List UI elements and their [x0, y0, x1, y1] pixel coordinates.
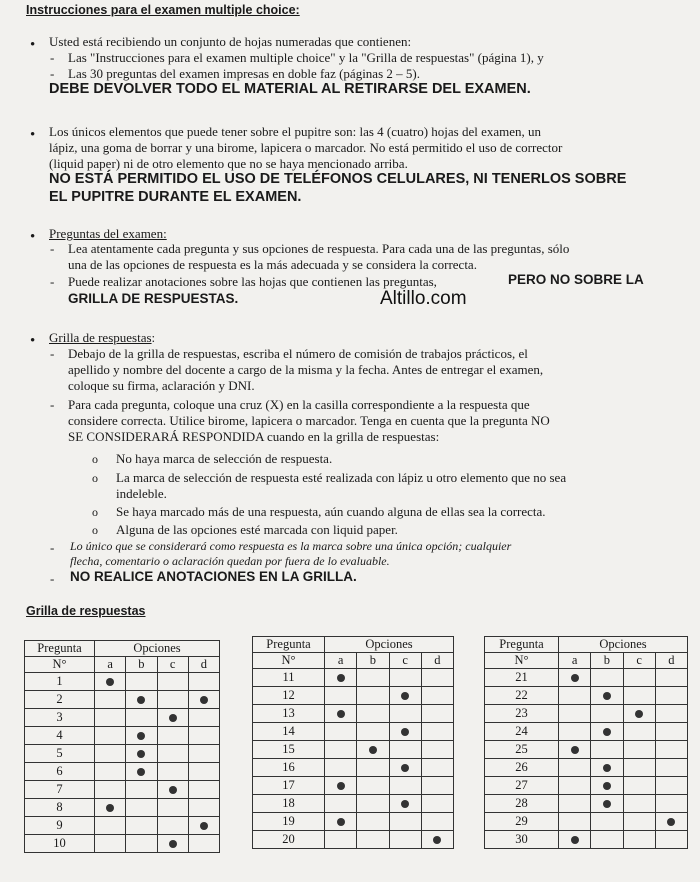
- header-opciones: Opciones: [559, 637, 688, 653]
- option-cell-d[interactable]: [421, 759, 453, 777]
- option-cell-c[interactable]: [389, 777, 421, 795]
- s3-item-2-l1: Puede realizar anotaciones sobre las hojas que contienen las preguntas,: [68, 274, 437, 289]
- option-cell-b[interactable]: [357, 705, 389, 723]
- option-cell-d[interactable]: [655, 795, 687, 813]
- option-cell-d[interactable]: [188, 673, 219, 691]
- option-cell-d[interactable]: [655, 669, 687, 687]
- question-number: 1: [25, 673, 95, 691]
- grid-row: [485, 777, 688, 795]
- s4-item-1-l1: Debajo de la grilla de respuestas, escriba el número de comisión de trabajos prácticos, el: [68, 346, 528, 361]
- option-cell-c[interactable]: [389, 669, 421, 687]
- header-opciones: Opciones: [325, 637, 454, 653]
- option-cell-b[interactable]: [591, 669, 623, 687]
- question-number: 4: [25, 727, 95, 745]
- header-option-c: c: [389, 653, 421, 669]
- option-cell-b[interactable]: [357, 777, 389, 795]
- header-option-a: a: [95, 657, 126, 673]
- option-cell-c[interactable]: [157, 745, 188, 763]
- option-cell-c[interactable]: [623, 759, 655, 777]
- question-number: 30: [485, 831, 559, 849]
- option-cell-c[interactable]: [157, 691, 188, 709]
- option-cell-d[interactable]: [421, 723, 453, 741]
- question-number: 22: [485, 687, 559, 705]
- pen-mark-icon: [603, 728, 611, 736]
- pen-mark-icon: [603, 782, 611, 790]
- option-cell-c[interactable]: [623, 687, 655, 705]
- option-cell-a[interactable]: [95, 691, 126, 709]
- grid-row: [253, 795, 454, 813]
- option-cell-a[interactable]: [559, 687, 591, 705]
- option-cell-d[interactable]: [188, 835, 219, 853]
- option-cell-c[interactable]: [157, 799, 188, 817]
- s3-item-1-l1: Lea atentamente cada pregunta y sus opciones de respuesta. Para cada una de las preguntas, sólo: [68, 241, 570, 256]
- grid-row: [485, 795, 688, 813]
- option-cell-b[interactable]: [591, 705, 623, 723]
- question-number: 17: [253, 777, 325, 795]
- s4-heading: Grilla de respuestas: [49, 330, 152, 345]
- option-cell-b[interactable]: [357, 741, 389, 759]
- grid-row: [253, 741, 454, 759]
- option-cell-c[interactable]: [623, 741, 655, 759]
- s4-sub-3: Se haya marcado más de una respuesta, aún cuando alguna de ellas sea la correcta.: [116, 504, 546, 519]
- option-cell-a[interactable]: [325, 777, 357, 795]
- question-number: 20: [253, 831, 325, 849]
- s4-item-2-l1: Para cada pregunta, coloque una cruz (X) en la casilla correspondiente a la respuesta que: [68, 397, 530, 412]
- option-cell-d[interactable]: [188, 691, 219, 709]
- pen-mark-icon: [603, 764, 611, 772]
- header-opciones: Opciones: [95, 641, 220, 657]
- option-cell-a[interactable]: [325, 669, 357, 687]
- option-cell-d[interactable]: [421, 831, 453, 849]
- option-cell-a[interactable]: [95, 763, 126, 781]
- option-cell-c[interactable]: [157, 781, 188, 799]
- pen-mark-icon: [401, 800, 409, 808]
- answer-grid-title: Grilla de respuestas: [26, 604, 146, 618]
- option-cell-a[interactable]: [95, 673, 126, 691]
- option-cell-a[interactable]: [559, 741, 591, 759]
- grid-row: [253, 723, 454, 741]
- question-number: 24: [485, 723, 559, 741]
- pen-mark-icon: [137, 768, 145, 776]
- pen-mark-icon: [401, 764, 409, 772]
- option-cell-d[interactable]: [655, 777, 687, 795]
- option-cell-d[interactable]: [421, 741, 453, 759]
- s2-warning-2: EL PUPITRE DURANTE EL EXAMEN.: [49, 189, 302, 205]
- s4-sub-4: Alguna de las opciones esté marcada con liquid paper.: [116, 522, 398, 537]
- grid-row: [485, 687, 688, 705]
- header-num: N°: [253, 653, 325, 669]
- pen-mark-icon: [137, 732, 145, 740]
- option-cell-b[interactable]: [126, 673, 157, 691]
- grid-row: [253, 705, 454, 723]
- bullet: •: [30, 37, 36, 53]
- option-cell-d[interactable]: [655, 759, 687, 777]
- option-cell-c[interactable]: [623, 777, 655, 795]
- grid-row: [25, 691, 220, 709]
- header-option-c: c: [623, 653, 655, 669]
- option-cell-d[interactable]: [188, 781, 219, 799]
- grid-row: [25, 727, 220, 745]
- pen-mark-icon: [603, 692, 611, 700]
- option-cell-a[interactable]: [559, 723, 591, 741]
- grid-row: [25, 763, 220, 781]
- option-cell-b[interactable]: [126, 727, 157, 745]
- header-pregunta: Pregunta: [253, 637, 325, 653]
- grid-row: [253, 831, 454, 849]
- question-number: 10: [25, 835, 95, 853]
- option-cell-a[interactable]: [559, 813, 591, 831]
- header-option-b: b: [591, 653, 623, 669]
- option-cell-d[interactable]: [421, 813, 453, 831]
- option-cell-c[interactable]: [389, 831, 421, 849]
- header-num: N°: [25, 657, 95, 673]
- option-cell-d[interactable]: [655, 741, 687, 759]
- option-cell-a[interactable]: [95, 817, 126, 835]
- grid-row: [25, 835, 220, 853]
- s1-item-2: Las 30 preguntas del examen impresas en doble faz (páginas 2 – 5).: [68, 66, 420, 81]
- option-cell-a[interactable]: [325, 813, 357, 831]
- option-cell-b[interactable]: [357, 831, 389, 849]
- pen-mark-icon: [337, 710, 345, 718]
- option-cell-d[interactable]: [655, 705, 687, 723]
- option-cell-b[interactable]: [126, 781, 157, 799]
- question-number: 8: [25, 799, 95, 817]
- s4-sub-2b: indeleble.: [116, 486, 167, 501]
- header-option-c: c: [157, 657, 188, 673]
- pen-mark-icon: [401, 692, 409, 700]
- question-number: 12: [253, 687, 325, 705]
- pen-mark-icon: [571, 836, 579, 844]
- grid-row: [253, 813, 454, 831]
- option-cell-d[interactable]: [188, 799, 219, 817]
- option-cell-a[interactable]: [95, 781, 126, 799]
- option-cell-b[interactable]: [357, 813, 389, 831]
- s4-sub-1: No haya marca de selección de respuesta.: [116, 451, 333, 466]
- question-number: 16: [253, 759, 325, 777]
- option-cell-a[interactable]: [95, 727, 126, 745]
- pen-mark-icon: [169, 714, 177, 722]
- s2-line-2: lápiz, una goma de borrar y una birome, lapicera o marcador. No está permitido el uso de corrector: [49, 140, 563, 155]
- header-pregunta: Pregunta: [25, 641, 95, 657]
- pen-mark-icon: [106, 804, 114, 812]
- s1-warning: DEBE DEVOLVER TODO EL MATERIAL AL RETIRARSE DEL EXAMEN.: [49, 81, 531, 97]
- option-cell-b[interactable]: [591, 795, 623, 813]
- s4-sub-2: La marca de selección de respuesta esté realizada con lápiz u otro elemento que no sea: [116, 470, 567, 485]
- s1-intro: Usted está recibiendo un conjunto de hojas numeradas que contienen:: [49, 34, 412, 49]
- option-cell-a[interactable]: [325, 723, 357, 741]
- grid-row: [25, 799, 220, 817]
- option-cell-a[interactable]: [325, 705, 357, 723]
- s4-item-2-l3: SE CONSIDERARÁ RESPONDIDA cuando en la grilla de respuestas:: [68, 429, 440, 444]
- option-cell-b[interactable]: [126, 817, 157, 835]
- grid-row: [485, 705, 688, 723]
- option-cell-b[interactable]: [591, 741, 623, 759]
- pen-mark-icon: [603, 800, 611, 808]
- pen-mark-icon: [337, 818, 345, 826]
- option-cell-b[interactable]: [591, 831, 623, 849]
- option-cell-a[interactable]: [325, 831, 357, 849]
- header-pregunta: Pregunta: [485, 637, 559, 653]
- question-number: 21: [485, 669, 559, 687]
- s3-item-1-l2: una de las opciones de respuesta es la más adecuada y se considera la correcta.: [68, 257, 477, 272]
- pen-mark-icon: [667, 818, 675, 826]
- option-cell-c[interactable]: [389, 813, 421, 831]
- question-number: 11: [253, 669, 325, 687]
- question-number: 18: [253, 795, 325, 813]
- s1-item-1: Las "Instrucciones para el examen multiple choice" y la "Grilla de respuestas" (página 1), y: [68, 50, 544, 65]
- bullet: •: [30, 333, 36, 349]
- question-number: 23: [485, 705, 559, 723]
- option-cell-c[interactable]: [157, 817, 188, 835]
- option-cell-a[interactable]: [95, 835, 126, 853]
- option-cell-b[interactable]: [126, 763, 157, 781]
- s4-warning: NO REALICE ANOTACIONES EN LA GRILLA.: [70, 569, 357, 584]
- option-cell-b[interactable]: [357, 759, 389, 777]
- option-cell-a[interactable]: [559, 669, 591, 687]
- question-number: 27: [485, 777, 559, 795]
- question-number: 5: [25, 745, 95, 763]
- option-cell-c[interactable]: [389, 795, 421, 813]
- option-cell-d[interactable]: [655, 687, 687, 705]
- option-cell-b[interactable]: [591, 777, 623, 795]
- option-cell-d[interactable]: [188, 763, 219, 781]
- option-cell-d[interactable]: [421, 705, 453, 723]
- pen-mark-icon: [169, 840, 177, 848]
- header-option-d: d: [421, 653, 453, 669]
- s2-line-1: Los únicos elementos que puede tener sobre el pupitre son: las 4 (cuatro) hojas del examen, un: [49, 124, 542, 139]
- option-cell-c[interactable]: [157, 835, 188, 853]
- option-cell-c[interactable]: [389, 687, 421, 705]
- option-cell-b[interactable]: [591, 813, 623, 831]
- option-cell-c[interactable]: [623, 723, 655, 741]
- option-cell-a[interactable]: [325, 687, 357, 705]
- answer-grid-3: [484, 636, 688, 849]
- option-cell-b[interactable]: [126, 745, 157, 763]
- s4-heading-colon: :: [151, 330, 156, 345]
- answer-grid-2: [252, 636, 454, 849]
- question-number: 19: [253, 813, 325, 831]
- option-cell-c[interactable]: [623, 669, 655, 687]
- option-cell-c[interactable]: [389, 723, 421, 741]
- bullet: •: [30, 229, 36, 245]
- pen-mark-icon: [571, 674, 579, 682]
- question-number: 9: [25, 817, 95, 835]
- grid-row: [25, 709, 220, 727]
- header-option-d: d: [188, 657, 219, 673]
- s4-item-2-l2: considere correcta. Utilice birome, lapicera o marcador. Tenga en cuenta que la pregunta NO: [68, 413, 550, 428]
- grid-row: [485, 759, 688, 777]
- header-option-a: a: [325, 653, 357, 669]
- option-cell-d[interactable]: [655, 831, 687, 849]
- pen-mark-icon: [200, 696, 208, 704]
- option-cell-a[interactable]: [559, 705, 591, 723]
- header-option-b: b: [126, 657, 157, 673]
- option-cell-a[interactable]: [559, 759, 591, 777]
- s4-heading-wrap: [49, 330, 155, 345]
- question-number: 25: [485, 741, 559, 759]
- pen-mark-icon: [169, 786, 177, 794]
- option-cell-b[interactable]: [591, 759, 623, 777]
- option-cell-d[interactable]: [655, 723, 687, 741]
- grid-row: [253, 669, 454, 687]
- pen-mark-icon: [571, 746, 579, 754]
- grid-row: [25, 781, 220, 799]
- pen-mark-icon: [401, 728, 409, 736]
- header-option-b: b: [357, 653, 389, 669]
- option-cell-c[interactable]: [389, 759, 421, 777]
- question-number: 3: [25, 709, 95, 727]
- pen-mark-icon: [137, 750, 145, 758]
- option-cell-c[interactable]: [623, 705, 655, 723]
- watermark-text: Altillo.com: [380, 288, 467, 309]
- option-cell-c[interactable]: [157, 709, 188, 727]
- grid-row: [25, 745, 220, 763]
- option-cell-b[interactable]: [357, 723, 389, 741]
- option-cell-b[interactable]: [357, 669, 389, 687]
- option-cell-c[interactable]: [623, 813, 655, 831]
- option-cell-c[interactable]: [389, 705, 421, 723]
- option-cell-b[interactable]: [357, 687, 389, 705]
- pen-mark-icon: [635, 710, 643, 718]
- option-cell-a[interactable]: [325, 795, 357, 813]
- option-cell-b[interactable]: [126, 691, 157, 709]
- option-cell-a[interactable]: [559, 777, 591, 795]
- answer-grid-1: [24, 640, 220, 853]
- pen-mark-icon: [433, 836, 441, 844]
- document-page: Instrucciones para el examen multiple choice: • Usted está recibiendo un conjunto de hojas numeradas que contienen: - Las "Instrucciones para el examen multiple choice" y la "Grilla de respuestas" (página 1), y - Las 30 preguntas del examen impresas en doble faz (páginas 2 – 5). DEBE DEVOLVER TODO EL MATERIAL AL RETIRARSE DEL EXAMEN. • Los únicos elementos que puede tener sobre el pupitre son: las 4 (cuatro) hojas del examen, un lápiz, una goma de borrar y una birome, lapicera o marcador. No está permitido el uso de corrector (liquid paper) ni de otro elemento que no se haya mencionado arriba. NO ESTÁ PERMITIDO EL USO DE TELÉFONOS CELULARES, NI TENERLOS SOBRE EL PUPITRE DURANTE EL EXAMEN. • Preguntas del examen: - Lea atentamente cada pregunta y sus opciones de respuesta. Para cada una de las preguntas, sólo una de las opciones de respuesta es la más adecuada y se considera la correcta. - Puede realizar anotaciones sobre las hojas que contienen las preguntas, PERO NO SOBRE LA GRILLA DE RESPUESTAS. Altillo.com • Grilla de respuestas: - Debajo de la grilla de respuestas, escriba el número de comisión de trabajos prácticos, el apellido y nombre del docente a cargo de la misma y la fecha. Antes de entregar el examen, coloque su firma, aclaración y DNI. - Para cada pregunta, coloque una cruz (X) en la casilla correspondiente a la respuesta que considere correcta. Utilice birome, lapicera o marcador. Tenga en cuenta que la pregunta NO SE CONSIDERARÁ RESPONDIDA cuando en la grilla de respuestas: o No haya marca de selección de respuesta. o La marca de selección de respuesta esté realizada con lápiz u otro elemento que no sea indeleble. o Se haya marcado más de una respuesta, aún cuando alguna de ellas sea la correcta. o Alguna de las opciones esté marcada con liquid paper. - Lo único que se considerará como respuesta es la marca sobre una única opción; cualquier flecha, comentario o aclaración quedan por fuera de lo evaluable. - NO REALICE ANOTACIONES EN LA GRILLA. Grilla de respuestas Pregunta Opciones N° a b c d 1 2 3 4 5 6 7 8 9 10 Pregunta Opciones N° a b c d 11 12 13 14 15 16 17 18 19 20 Pregunta Opciones N° a b c d 21 22 23 24 25 26 27 28 29 30: [0, 0, 700, 882]
- s2-line-3: (liquid paper) ni de otro elemento que no se haya mencionado arriba.: [49, 156, 408, 171]
- pen-mark-icon: [337, 782, 345, 790]
- option-cell-b[interactable]: [591, 723, 623, 741]
- grid-row: [485, 669, 688, 687]
- pen-mark-icon: [137, 696, 145, 704]
- option-cell-c[interactable]: [157, 673, 188, 691]
- header-option-d: d: [655, 653, 687, 669]
- option-cell-d[interactable]: [421, 795, 453, 813]
- option-cell-a[interactable]: [325, 759, 357, 777]
- bullet: •: [30, 127, 36, 143]
- option-cell-c[interactable]: [623, 795, 655, 813]
- question-number: 2: [25, 691, 95, 709]
- option-cell-d[interactable]: [188, 817, 219, 835]
- question-number: 6: [25, 763, 95, 781]
- s3-item-2-bold-1: PERO NO SOBRE LA: [508, 272, 644, 287]
- option-cell-b[interactable]: [126, 835, 157, 853]
- s4-item-3-l1: Lo único que se considerará como respuesta es la marca sobre una única opción; cualquier: [70, 539, 512, 553]
- instructions-title: Instrucciones para el examen multiple choice:: [26, 3, 300, 17]
- option-cell-d[interactable]: [421, 669, 453, 687]
- grid-row: [485, 813, 688, 831]
- question-number: 29: [485, 813, 559, 831]
- option-cell-d[interactable]: [421, 777, 453, 795]
- question-number: 14: [253, 723, 325, 741]
- grid-row: [253, 687, 454, 705]
- question-number: 28: [485, 795, 559, 813]
- grid-row: [485, 831, 688, 849]
- pen-mark-icon: [200, 822, 208, 830]
- option-cell-b[interactable]: [357, 795, 389, 813]
- pen-mark-icon: [369, 746, 377, 754]
- option-cell-b[interactable]: [126, 709, 157, 727]
- grid-row: [253, 759, 454, 777]
- s4-item-1-l3: coloque su firma, aclaración y DNI.: [68, 378, 255, 393]
- grid-row: [25, 673, 220, 691]
- question-number: 26: [485, 759, 559, 777]
- option-cell-d[interactable]: [188, 727, 219, 745]
- header-option-a: a: [559, 653, 591, 669]
- grid-row: [485, 723, 688, 741]
- option-cell-d[interactable]: [188, 745, 219, 763]
- question-number: 7: [25, 781, 95, 799]
- pen-mark-icon: [337, 674, 345, 682]
- option-cell-c[interactable]: [623, 831, 655, 849]
- option-cell-c[interactable]: [389, 741, 421, 759]
- option-cell-c[interactable]: [157, 763, 188, 781]
- option-cell-a[interactable]: [559, 831, 591, 849]
- s3-item-2-bold-2: GRILLA DE RESPUESTAS.: [68, 291, 239, 306]
- s4-item-3-l2: flecha, comentario o aclaración quedan por fuera de lo evaluable.: [70, 554, 390, 568]
- option-cell-d[interactable]: [188, 709, 219, 727]
- pen-mark-icon: [106, 678, 114, 686]
- s4-item-1-l2: apellido y nombre del docente a cargo de la misma y la fecha. Antes de entregar el examen,: [68, 362, 544, 377]
- option-cell-a[interactable]: [95, 709, 126, 727]
- option-cell-d[interactable]: [421, 687, 453, 705]
- grid-row: [253, 777, 454, 795]
- option-cell-c[interactable]: [157, 727, 188, 745]
- option-cell-b[interactable]: [126, 799, 157, 817]
- grid-row: [485, 741, 688, 759]
- question-number: 15: [253, 741, 325, 759]
- question-number: 13: [253, 705, 325, 723]
- option-cell-d[interactable]: [655, 813, 687, 831]
- header-num: N°: [485, 653, 559, 669]
- option-cell-a[interactable]: [95, 745, 126, 763]
- option-cell-b[interactable]: [591, 687, 623, 705]
- s3-heading: Preguntas del examen:: [49, 226, 167, 241]
- option-cell-a[interactable]: [95, 799, 126, 817]
- s2-warning-1: NO ESTÁ PERMITIDO EL USO DE TELÉFONOS CELULARES, NI TENERLOS SOBRE: [49, 171, 627, 187]
- option-cell-a[interactable]: [325, 741, 357, 759]
- option-cell-a[interactable]: [559, 795, 591, 813]
- grid-row: [25, 817, 220, 835]
